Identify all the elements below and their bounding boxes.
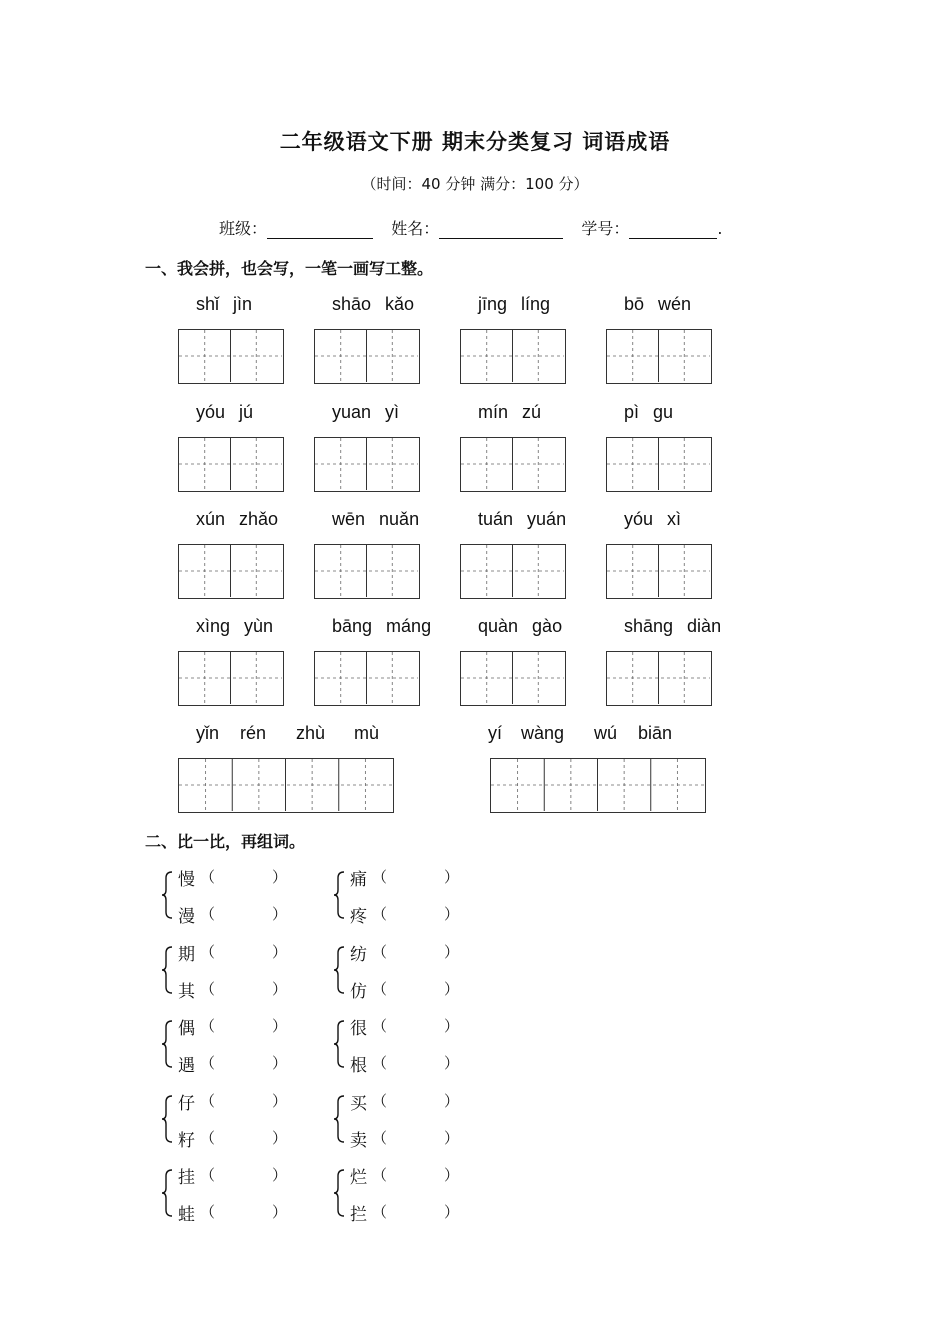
pinyin-syllable: zhǎo — [239, 509, 279, 529]
word-answer-field[interactable] — [390, 1126, 444, 1148]
pinyin-label — [196, 616, 273, 637]
compare-character: 期 — [178, 945, 195, 965]
pinyin-syllable: zú — [522, 402, 542, 422]
brace-icon — [332, 945, 346, 999]
compare-character: 其 — [178, 982, 195, 1002]
close-paren: ） — [444, 1092, 460, 1110]
open-paren: （ — [200, 1092, 216, 1110]
pinyin-syllable: yóu — [196, 402, 226, 422]
pinyin-syllable: yì — [385, 402, 400, 422]
pinyin-syllable: xún — [196, 509, 226, 529]
open-paren: （ — [200, 868, 216, 886]
pinyin-syllable: yùn — [244, 616, 274, 636]
pinyin-syllable: jìn — [233, 294, 253, 314]
close-paren: ） — [444, 1203, 460, 1221]
word-answer-field[interactable] — [390, 1089, 444, 1111]
writing-grid-2char[interactable] — [606, 544, 712, 599]
compare-character: 痛 — [350, 870, 367, 890]
word-answer-field[interactable] — [218, 1051, 272, 1073]
open-paren: （ — [372, 1166, 388, 1184]
compare-character: 烂 — [350, 1168, 367, 1188]
brace-icon — [332, 1094, 346, 1148]
writing-grid-4char[interactable] — [178, 758, 394, 813]
open-paren: （ — [372, 1054, 388, 1072]
open-paren: （ — [372, 1092, 388, 1110]
writing-grid-2char[interactable] — [178, 651, 284, 706]
writing-grid-2char[interactable] — [314, 437, 420, 492]
pinyin-syllable: rén — [240, 723, 267, 743]
close-paren: ） — [272, 1054, 288, 1072]
pinyin-label — [332, 402, 399, 423]
pinyin-label — [196, 294, 252, 315]
pinyin-syllable: yí — [488, 723, 503, 743]
word-answer-field[interactable] — [390, 1014, 444, 1036]
word-answer-field[interactable] — [218, 1089, 272, 1111]
open-paren: （ — [200, 1203, 216, 1221]
writing-grid-2char[interactable] — [606, 651, 712, 706]
open-paren: （ — [200, 1017, 216, 1035]
brace-icon — [160, 870, 174, 924]
pinyin-syllable: máng — [386, 616, 432, 636]
class-field[interactable] — [267, 220, 373, 239]
close-paren: ） — [272, 943, 288, 961]
brace-icon — [332, 1019, 346, 1073]
student-info-line — [219, 216, 723, 239]
student-number-field[interactable] — [629, 220, 717, 239]
word-answer-field[interactable] — [390, 902, 444, 924]
section1-heading: 一、我会拼，也会写，一笔一画写工整。 — [145, 259, 434, 278]
pinyin-syllable: nuǎn — [379, 509, 420, 529]
close-paren: ） — [272, 980, 288, 998]
section2-heading: 二、比一比，再组词。 — [145, 832, 306, 851]
writing-grid-2char[interactable] — [314, 329, 420, 384]
compare-character: 根 — [350, 1056, 367, 1076]
word-answer-field[interactable] — [218, 977, 272, 999]
compare-character: 拦 — [350, 1205, 367, 1225]
close-paren: ） — [272, 868, 288, 886]
word-answer-field[interactable] — [390, 977, 444, 999]
compare-character: 漫 — [178, 907, 195, 927]
pinyin-syllable: bāng — [332, 616, 373, 636]
compare-character: 仔 — [178, 1094, 195, 1114]
open-paren: （ — [372, 905, 388, 923]
open-paren: （ — [200, 905, 216, 923]
word-answer-field[interactable] — [218, 1014, 272, 1036]
pinyin-syllable: biān — [638, 723, 673, 743]
info-end-mark: . — [717, 219, 723, 238]
writing-grid-4char[interactable] — [490, 758, 706, 813]
writing-grid-2char[interactable] — [178, 437, 284, 492]
close-paren: ） — [272, 1166, 288, 1184]
word-answer-field[interactable] — [218, 1200, 272, 1222]
brace-icon — [160, 1094, 174, 1148]
pinyin-syllable: xì — [667, 509, 682, 529]
word-answer-field[interactable] — [218, 1126, 272, 1148]
open-paren: （ — [200, 1129, 216, 1147]
close-paren: ） — [444, 980, 460, 998]
compare-character: 疼 — [350, 907, 367, 927]
close-paren: ） — [444, 1129, 460, 1147]
compare-character: 卖 — [350, 1131, 367, 1151]
name-field[interactable] — [439, 220, 563, 239]
pinyin-syllable: yóu — [624, 509, 654, 529]
pinyin-syllable: tuán — [478, 509, 514, 529]
compare-character: 买 — [350, 1094, 367, 1114]
pinyin-syllable: shāo — [332, 294, 372, 314]
class-label: 班级： — [219, 219, 268, 238]
pinyin-syllable: mín — [478, 402, 509, 422]
exam-subtitle: （时间：40 分钟 满分：100 分） — [361, 175, 589, 193]
word-answer-field[interactable] — [218, 902, 272, 924]
pinyin-syllable: yǐn — [196, 723, 220, 743]
open-paren: （ — [372, 868, 388, 886]
pinyin-label — [196, 509, 278, 530]
writing-grid-2char[interactable] — [178, 329, 284, 384]
close-paren: ） — [272, 1129, 288, 1147]
pinyin-syllable: quàn — [478, 616, 519, 636]
writing-grid-2char[interactable] — [314, 651, 420, 706]
pinyin-label — [478, 616, 562, 637]
brace-icon — [160, 1019, 174, 1073]
pinyin-label — [332, 294, 414, 315]
open-paren: （ — [372, 943, 388, 961]
open-paren: （ — [372, 1129, 388, 1147]
writing-grid-2char[interactable] — [606, 329, 712, 384]
open-paren: （ — [372, 1017, 388, 1035]
compare-character: 挂 — [178, 1168, 195, 1188]
pinyin-syllable: bō — [624, 294, 645, 314]
pinyin-syllable: xìng — [196, 616, 231, 636]
word-answer-field[interactable] — [390, 1200, 444, 1222]
open-paren: （ — [372, 1203, 388, 1221]
pinyin-label — [624, 509, 681, 530]
close-paren: ） — [272, 905, 288, 923]
brace-icon — [160, 945, 174, 999]
brace-icon — [332, 870, 346, 924]
close-paren: ） — [272, 1092, 288, 1110]
name-label: 姓名： — [391, 219, 440, 238]
open-paren: （ — [372, 980, 388, 998]
compare-character: 籽 — [178, 1131, 195, 1151]
pinyin-label — [196, 402, 253, 423]
writing-grid-2char[interactable] — [314, 544, 420, 599]
word-answer-field[interactable] — [218, 865, 272, 887]
pinyin-label — [624, 616, 721, 637]
close-paren: ） — [444, 1017, 460, 1035]
pinyin-syllable: kǎo — [385, 294, 415, 314]
pinyin-syllable: líng — [521, 294, 551, 314]
word-answer-field[interactable] — [390, 865, 444, 887]
compare-character: 蛙 — [178, 1205, 195, 1225]
close-paren: ） — [444, 1166, 460, 1184]
compare-character: 慢 — [178, 870, 195, 890]
pinyin-syllable: jú — [239, 402, 254, 422]
word-answer-field[interactable] — [390, 1051, 444, 1073]
compare-character: 纺 — [350, 945, 367, 965]
writing-grid-2char[interactable] — [460, 544, 566, 599]
pinyin-label — [624, 402, 673, 423]
open-paren: （ — [200, 943, 216, 961]
pinyin-syllable: gào — [532, 616, 563, 636]
close-paren: ） — [444, 943, 460, 961]
word-answer-field[interactable] — [218, 1163, 272, 1185]
pinyin-syllable: jīng — [478, 294, 508, 314]
pinyin-syllable: gu — [653, 402, 674, 422]
student-number-label: 学号： — [581, 219, 630, 238]
close-paren: ） — [444, 868, 460, 886]
close-paren: ） — [444, 905, 460, 923]
word-answer-field[interactable] — [390, 940, 444, 962]
pinyin-label — [478, 402, 541, 423]
compare-character: 遇 — [178, 1056, 195, 1076]
pinyin-syllable: wàng — [521, 723, 565, 743]
pinyin-syllable: pì — [624, 402, 640, 422]
compare-character: 偶 — [178, 1019, 195, 1039]
writing-grid-2char[interactable] — [460, 437, 566, 492]
open-paren: （ — [200, 1054, 216, 1072]
word-answer-field[interactable] — [218, 940, 272, 962]
open-paren: （ — [200, 980, 216, 998]
writing-grid-2char[interactable] — [178, 544, 284, 599]
pinyin-syllable: zhù — [296, 723, 326, 743]
pinyin-syllable: wēn — [332, 509, 366, 529]
close-paren: ） — [272, 1203, 288, 1221]
pinyin-syllable: diàn — [687, 616, 722, 636]
compare-character: 很 — [350, 1019, 367, 1039]
brace-icon — [332, 1168, 346, 1222]
brace-icon — [160, 1168, 174, 1222]
pinyin-label — [332, 509, 419, 530]
pinyin-label — [624, 294, 691, 315]
writing-grid-2char[interactable] — [460, 329, 566, 384]
pinyin-syllable: yuan — [332, 402, 372, 422]
pinyin-syllable: shǐ — [196, 294, 220, 314]
pinyin-syllable: wén — [658, 294, 692, 314]
pinyin-label — [332, 616, 431, 637]
pinyin-label — [478, 294, 550, 315]
writing-grid-2char[interactable] — [606, 437, 712, 492]
pinyin-syllable: mù — [354, 723, 380, 743]
writing-grid-2char[interactable] — [460, 651, 566, 706]
pinyin-syllable: wú — [594, 723, 618, 743]
page-title: 二年级语文下册 期末分类复习 词语成语 — [279, 130, 671, 154]
pinyin-syllable: yuán — [527, 509, 567, 529]
compare-character: 仿 — [350, 982, 367, 1002]
open-paren: （ — [200, 1166, 216, 1184]
close-paren: ） — [444, 1054, 460, 1072]
close-paren: ） — [272, 1017, 288, 1035]
pinyin-label — [478, 509, 566, 530]
word-answer-field[interactable] — [390, 1163, 444, 1185]
pinyin-syllable: shāng — [624, 616, 674, 636]
